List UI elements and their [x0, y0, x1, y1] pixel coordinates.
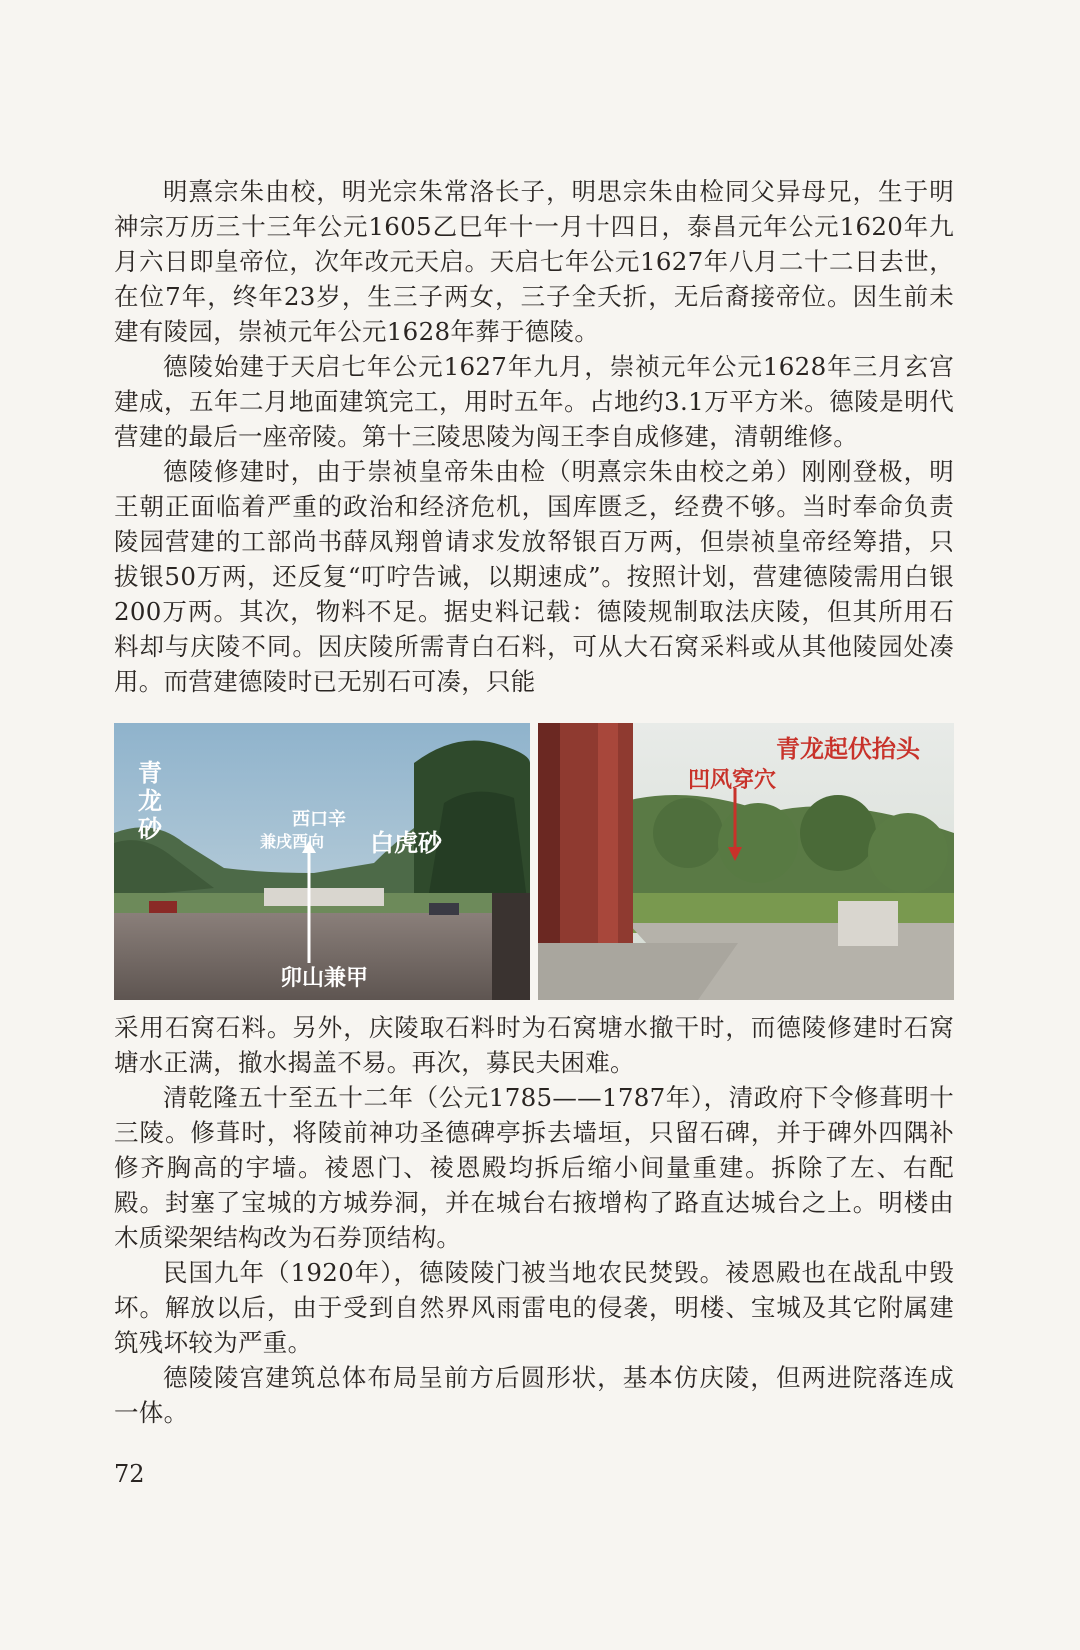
label-qinglong-qifu-taitou: 青龙起伏抬头 — [776, 735, 920, 763]
paragraph: 德陵修建时，由于崇祯皇帝朱由检（明熹宗朱由校之弟）刚刚登极，明王朝正面临着严重的政治和经济危机，国库匮乏，经费不够。当时奉命负责陵园营建的工部尚书薛凤翔曾请求发放帑银百万两，但崇祯皇帝经筹措，只拔银50万两，还反复“叮咛告诫，以期速成”。按照计划，营建德陵需用白银200万两。其次，物料不足。据史料记载：德陵规制取法庆陵，但其所用石料却与庆陵不同。因庆陵所需青白石料，可从大石窝采料或从其他陵园处凑用。而营建德陵时已无别石可凑，只能 — [114, 457, 954, 696]
photo-row — [114, 723, 954, 1000]
label-xikou-xin: 西口辛 — [292, 809, 346, 830]
label-jian-xu-you-xiang: 兼戌酉向 — [260, 832, 325, 851]
photo-landscape-left — [114, 723, 530, 1000]
label-maoshan-jianjia: 卯山兼甲 — [280, 966, 369, 991]
photo-delin-front-view — [114, 723, 530, 1000]
paragraph: 德陵始建于天启七年公元1627年九月，崇祯元年公元1628年三月玄宫建成，五年二月地面建筑完工，用时五年。占地约3.1万平方米。德陵是明代营建的最后一座帝陵。第十三陵思陵为闯王李自成修建，清朝维修。 — [114, 352, 954, 451]
text-block-bottom — [114, 1010, 954, 1430]
text-block-top — [114, 174, 954, 699]
paragraph: 民国九年（1920年），德陵陵门被当地农民焚毁。祾恩殿也在战乱中毁坏。解放以后，由于受到自然界风雨雷电的侵袭，明楼、宝城及其它附属建筑残坏较为严重。 — [114, 1258, 954, 1357]
page-number: 72 — [114, 1460, 145, 1488]
paragraph: 明熹宗朱由校，明光宗朱常洛长子，明思宗朱由检同父异母兄，生于明神宗万历三十三年公元1605乙巳年十一月十四日，泰昌元年公元1620年九月六日即皇帝位，次年改元天启。天启七年公元1627年八月二十二日去世，在位7年，终年23岁，生三子两女，三子全夭折，无后裔接帝位。因生前未建有陵园，崇祯元年公元1628年葬于德陵。 — [114, 177, 954, 346]
paragraph: 德陵陵宫建筑总体布局呈前方后圆形状，基本仿庆陵，但两进院落连成一体。 — [114, 1363, 954, 1427]
label-qinglong-sha: 青龙砂 — [138, 759, 162, 843]
label-baihu-sha: 白虎砂 — [370, 829, 442, 857]
photo-delin-side-view — [538, 723, 954, 1000]
paragraph: 采用石窝石料。另外，庆陵取石料时为石窝塘水撤干时，而德陵修建时石窝塘水正满，撤水揭盖不易。再次，募民夫困难。 — [114, 1013, 954, 1077]
paragraph: 清乾隆五十至五十二年（公元1785——1787年），清政府下令修葺明十三陵。修葺时，将陵前神功圣德碑亭拆去墙垣，只留石碑，并于碑外四隅补修齐胸高的宇墙。祾恩门、祾恩殿均拆后缩小间量重建。拆除了左、右配殿。封塞了宝城的方城券洞，并在城台右掖增构了路直达城台之上。明楼由木质梁架结构改为石券顶结构。 — [114, 1083, 954, 1252]
label-aofeng-chuanxue: 凹风穿穴 — [688, 768, 777, 793]
